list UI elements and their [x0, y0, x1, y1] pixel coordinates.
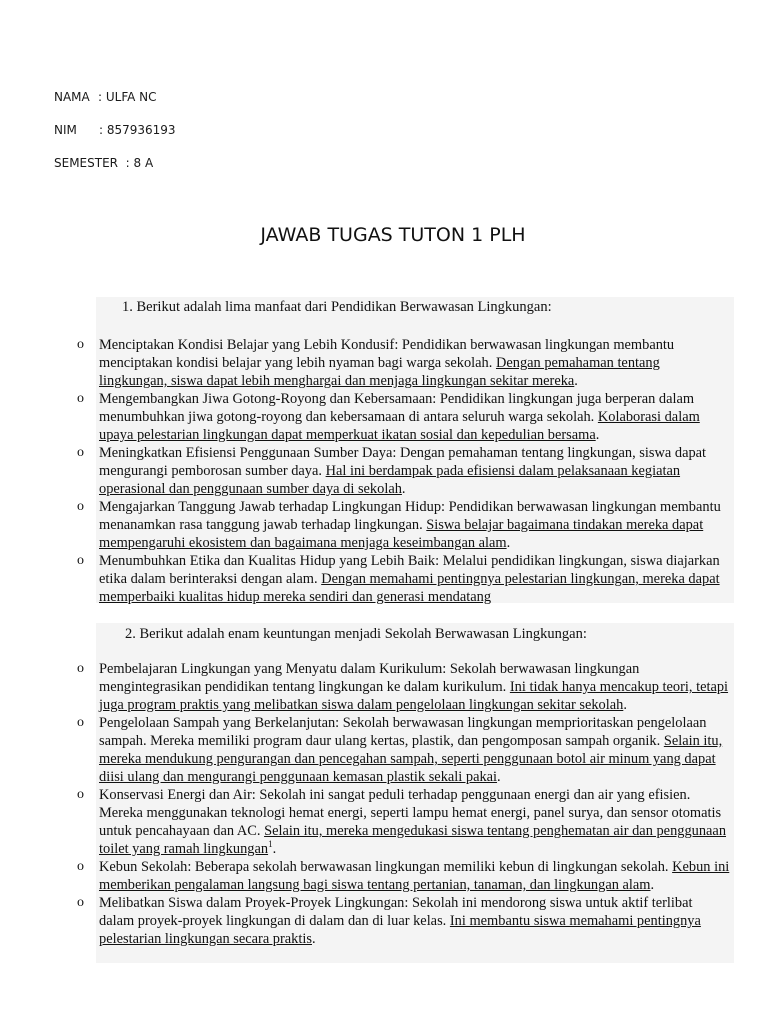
semester-value: : 8 A: [118, 156, 154, 170]
bullet-icon: o: [77, 787, 84, 802]
footnote-marker: 1: [268, 839, 273, 850]
bullet-icon: o: [77, 715, 84, 730]
bullet-icon: o: [77, 859, 84, 874]
nim-line: [54, 123, 176, 137]
list-item: o Menumbuhkan Etika dan Kualitas Hidup yang Lebih Baik: Melalui pendidikan lingkungan, siswa diajarkan etika dalam berinteraksi dengan alam. Dengan memahami pentingnya pelestarian lingkungan, mereka dapat memperbaiki kualitas hidup mereka sendiri dan generasi mendatang: [77, 553, 720, 605]
list-item: o Mengembangkan Jiwa Gotong-Royong dan Kebersamaan: Pendidikan lingkungan juga berperan dalam menumbuhkan jiwa gotong-royong dan kebersamaan di antara seluruh warga sekolah. Kolaborasi dalam upaya pelestarian lingkungan dapat memperkuat ikatan sosial dan kepedulian bersama.: [77, 391, 700, 443]
bullet-icon: o: [77, 895, 84, 910]
list-item: o Pembelajaran Lingkungan yang Menyatu dalam Kurikulum: Sekolah berwawasan lingkungan mengintegrasikan pendidikan tentang lingkungan ke dalam kurikulum. Ini tidak hanya mencakup teori, tetapi juga program praktis yang melibatkan siswa dalam pengelolaan lingkungan sekitar sekolah.: [77, 661, 729, 713]
page-title: JAWAB TUGAS TUTON 1 PLH: [260, 224, 526, 246]
name-value: : ULFA NC: [98, 90, 157, 104]
list-item: o Konservasi Energi dan Air: Sekolah ini sangat peduli terhadap penggunaan energi dan air yang efisien. Mereka menggunakan teknologi hemat energi, seperti lampu hemat energi, panel surya, dan sensor otomatis untuk pencahayaan dan AC. Selain itu, mereka mengedukasi siswa tentang penghematan air dan penggunaan toilet yang ramah lingkungan$^1$.: [77, 787, 727, 857]
bullet-icon: o: [77, 499, 84, 514]
section-1-intro: 1. Berikut adalah lima manfaat dari Pendidikan Berwawasan Lingkungan:: [122, 299, 552, 315]
bullet-icon: o: [77, 553, 84, 568]
semester-line: [54, 156, 153, 170]
section-2-list: [0, 660, 768, 948]
list-item: o Mengajarkan Tanggung Jawab terhadap Lingkungan Hidup: Pendidikan berwawasan lingkungan membantu menanamkan rasa tanggung jawab terhadap lingkungan. Siswa belajar bagaimana tindakan mereka dapat mempengaruhi ekosistem dan bagaimana menjaga keseimbangan alam.: [77, 499, 721, 551]
bullet-icon: o: [77, 337, 84, 352]
nim-value: : 857936193: [99, 123, 176, 137]
name-line: [54, 90, 157, 104]
semester-label: SEMESTER: [54, 156, 119, 170]
list-item: o Meningkatkan Efisiensi Penggunaan Sumber Daya: Dengan pemahaman tentang lingkungan, siswa dapat mengurangi pemborosan sumber daya. Hal ini berdampak pada efisiensi dalam pelaksanaan kegiatan operasional dan penggunaan sumber daya di sekolah.: [77, 445, 707, 497]
list-item: o Menciptakan Kondisi Belajar yang Lebih Kondusif: Pendidikan berwawasan lingkungan membantu menciptakan kondisi belajar yang lebih nyaman bagi warga sekolah. Dengan pemahaman tentang lingkungan, siswa dapat lebih menghargai dan menjaga lingkungan sekitar mereka.: [77, 337, 675, 389]
list-item: o Kebun Sekolah: Beberapa sekolah berwawasan lingkungan memiliki kebun di lingkungan sekolah. Kebun ini memberikan pengalaman langsung bagi siswa tentang pertanian, tanaman, dan lingkungan alam.: [77, 859, 730, 893]
nim-label: NIM: [54, 123, 77, 137]
bullet-icon: o: [77, 661, 84, 676]
list-item: o Melibatkan Siswa dalam Proyek-Proyek Lingkungan: Sekolah ini mendorong siswa untuk aktif terlibat dalam proyek-proyek lingkungan di dalam dan di luar kelas. Ini membantu siswa memahami pentingnya pelestarian lingkungan secara praktis.: [77, 895, 701, 947]
name-label: NAMA: [54, 90, 90, 104]
bullet-icon: o: [77, 391, 84, 406]
section-1-list: [0, 336, 768, 606]
bullet-icon: o: [77, 445, 84, 460]
list-item: o Pengelolaan Sampah yang Berkelanjutan: Sekolah berwawasan lingkungan memprioritaskan pengelolaan sampah. Mereka memiliki program daur ulang kertas, plastik, dan pengomposan sampah organik. Selain itu, mereka mendukung pengurangan dan pencegahan sampah, seperti penggunaan botol air minum yang dapat diisi ulang dan mengurangi penggunaan kemasan plastik sekali pakai.: [77, 715, 723, 785]
section-2-intro: 2. Berikut adalah enam keuntungan menjadi Sekolah Berwawasan Lingkungan:: [125, 626, 587, 642]
